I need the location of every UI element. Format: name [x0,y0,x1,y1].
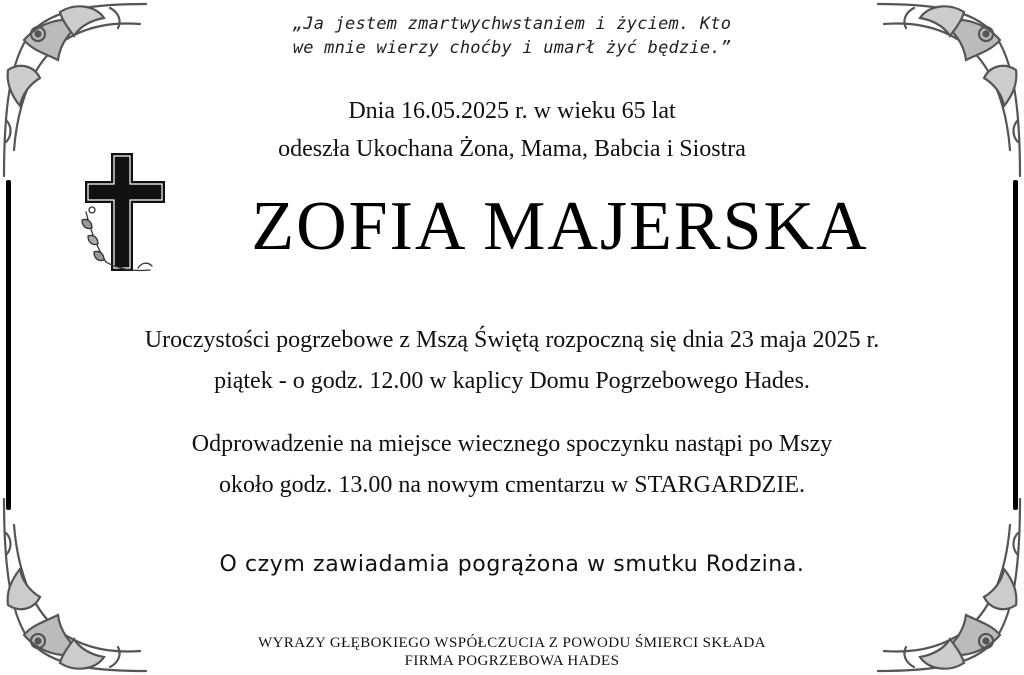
burial-line-1: Odprowadzenie na miejsce wiecznego spoczynku nastąpi po Mszy [191,431,833,457]
bible-quote [0,12,1024,60]
condolences-line-1: WYRAZY GŁĘBOKIEGO WSPÓŁCZUCIA Z POWODU ŚMIERCI SKŁADA [258,635,766,651]
ceremony-line-1: Uroczystości pogrzebowe z Mszą Świętą rozpoczną się dnia 23 maja 2025 r. [144,327,880,353]
intro-line-1: Dnia 16.05.2025 r. w wieku 65 lat [348,98,676,124]
quote-line-1: „Ja jestem zmartwychwstaniem i życiem. Kto [292,14,732,34]
condolences-note [0,634,1024,670]
funeral-ceremony-info [0,320,1024,402]
burial-info [0,424,1024,506]
deceased-name: ZOFIA MAJERSKA [251,188,869,265]
family-note: O czym zawiadamia pogrążona w smutku Rodzina. [219,552,805,577]
cross-icon [76,150,172,280]
intro-line-2: odeszła Ukochana Żona, Mama, Babcia i Siostra [278,136,746,162]
ceremony-line-2: piątek - o godz. 12.00 w kaplicy Domu Pogrzebowego Hades. [214,368,810,394]
burial-line-2: około godz. 13.00 na nowym cmentarzu w STARGARDZIE. [219,472,805,498]
condolences-line-2: FIRMA POGRZEBOWA HADES [404,653,620,669]
quote-line-2: we mnie wierzy choćby i umarł żyć będzie.” [292,38,732,58]
